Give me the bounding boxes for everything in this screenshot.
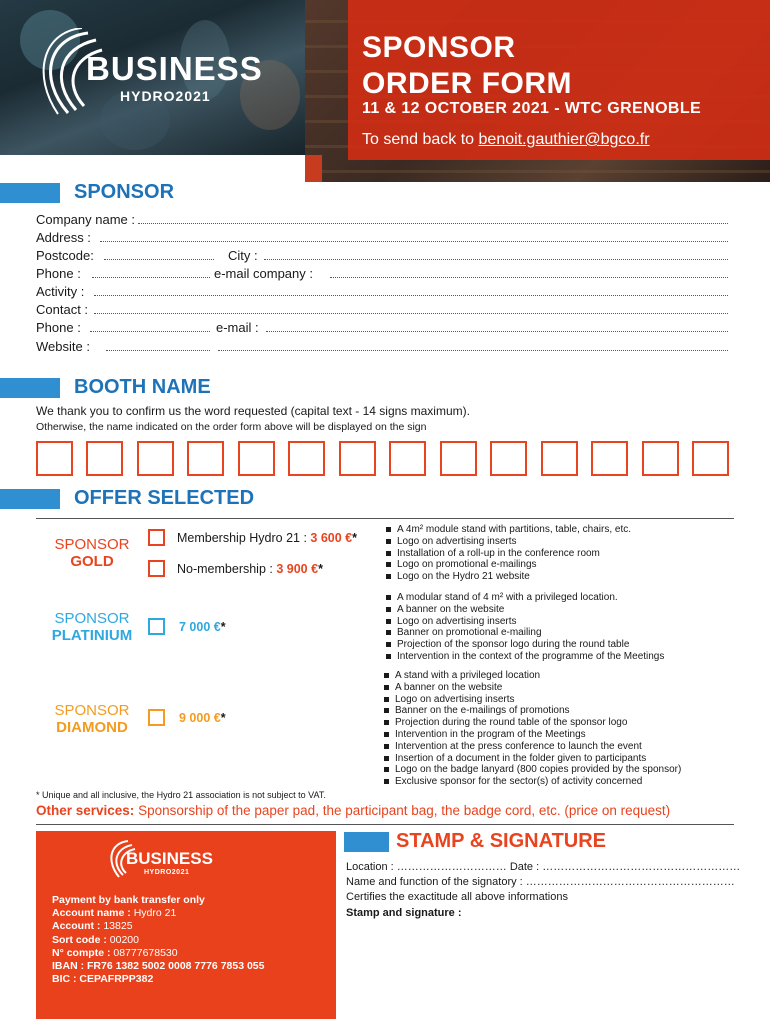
benefit-item: Installation of a roll-up in the conference room [386, 548, 631, 560]
iban: IBAN : FR76 1382 5002 0008 7776 7853 055 [52, 960, 265, 973]
tier-platinium-label [37, 610, 147, 644]
email-label: e-mail : [216, 320, 259, 335]
asterisk: * [220, 620, 226, 634]
gold-membership-label: Membership Hydro 21 : [177, 531, 311, 545]
tier-platinium-name: PLATINIUM [51, 627, 133, 644]
booth-letter-box[interactable] [692, 441, 729, 476]
asterisk: * [220, 711, 226, 725]
postcode-label: Postcode: [36, 248, 94, 263]
benefit-item: Logo on advertising inserts [386, 616, 664, 628]
booth-instruction: We thank you to confirm us the word requested (capital text - 14 signs maximum). [36, 404, 470, 418]
payment-logo-sub: HYDRO2021 [144, 869, 190, 876]
gold-nomembership-option [177, 562, 323, 576]
certifies-text: Certifies the exactitude all above informations [346, 891, 568, 903]
gold-nomembership-price: 3 900 € [276, 562, 319, 576]
platinium-option [179, 620, 226, 634]
sort-code-label: Sort code : [52, 933, 110, 946]
checkbox-platinium[interactable] [148, 618, 165, 635]
gold-membership-option [177, 531, 357, 545]
booth-letter-box[interactable] [187, 441, 224, 476]
tier-platinium-line1: SPONSOR [54, 610, 130, 627]
address-label: Address : [36, 230, 91, 245]
benefit-item: Logo on advertising inserts [386, 536, 631, 548]
section-title-offer: OFFER SELECTED [74, 487, 255, 509]
event-date: 11 & 12 OCTOBER 2021 - WTC GRENOBLE [362, 100, 702, 117]
location-date-line[interactable]: Location : ………………………… Date : ……………………………………………… [346, 861, 741, 873]
gold-nomembership-label: No-membership : [177, 562, 277, 576]
logo-subtitle: HYDRO2021 [120, 88, 211, 104]
diamond-price: 9 000 € [179, 711, 221, 725]
city-label: City : [228, 248, 258, 263]
email-field[interactable] [266, 322, 728, 332]
benefit-item: A modular stand of 4 m² with a privileged location. [386, 592, 664, 604]
header-red-accent [305, 155, 322, 182]
diamond-benefits-list [384, 670, 681, 788]
gold-benefits-list [386, 524, 631, 583]
website-field-part1[interactable] [106, 341, 210, 351]
diamond-option [179, 711, 226, 725]
section-title-booth: BOOTH NAME [74, 376, 211, 398]
benefit-item: A banner on the website [386, 604, 664, 616]
compte-label: N° compte : [52, 946, 114, 959]
booth-letter-box[interactable] [339, 441, 376, 476]
tier-gold-line1: SPONSOR [54, 536, 130, 553]
payment-heading: Payment by bank transfer only [52, 894, 205, 906]
benefit-item: Intervention at the press conference to launch the event [384, 741, 681, 753]
account-name-label: Account name : [52, 907, 134, 920]
tier-diamond-label [37, 702, 147, 736]
checkbox-gold-membership[interactable] [148, 529, 165, 546]
benefit-item: A 4m² module stand with partitions, table, chairs, etc. [386, 524, 631, 536]
benefit-item: Projection of the sponsor logo during the round table [386, 639, 664, 651]
benefit-item: A banner on the website [384, 682, 681, 694]
activity-label: Activity : [36, 284, 85, 299]
other-services-text: Sponsorship of the paper pad, the participant bag, the badge cord, etc. (price on request) [138, 803, 671, 818]
benefit-item: Logo on the Hydro 21 website [386, 571, 631, 583]
booth-letter-box[interactable] [591, 441, 628, 476]
tier-gold-name: GOLD [70, 553, 114, 570]
booth-letter-box[interactable] [440, 441, 477, 476]
section-bar-offer [0, 489, 60, 509]
phone2-field[interactable] [90, 322, 210, 332]
website-label: Website : [36, 339, 90, 354]
website-field-part2[interactable] [218, 341, 728, 351]
booth-letter-box[interactable] [642, 441, 679, 476]
compte-value: 08777678530 [113, 946, 178, 959]
city-field[interactable] [264, 250, 728, 260]
section-bar-booth [0, 378, 60, 398]
booth-letter-box[interactable] [541, 441, 578, 476]
phone-label: Phone : [36, 266, 81, 281]
payment-logo [106, 837, 226, 881]
contact-field[interactable] [94, 304, 728, 314]
benefit-item: A stand with a privileged location [384, 670, 681, 682]
booth-letter-box[interactable] [288, 441, 325, 476]
company-name-field[interactable] [138, 214, 728, 224]
booth-letter-box[interactable] [86, 441, 123, 476]
postcode-field[interactable] [104, 250, 214, 260]
gold-membership-price: 3 600 € [310, 531, 353, 545]
send-back-prefix: To send back to [362, 131, 479, 148]
checkbox-gold-nomembership[interactable] [148, 560, 165, 577]
booth-letter-box[interactable] [137, 441, 174, 476]
other-services-label: Other services: [36, 803, 139, 818]
benefit-item: Logo on the badge lanyard (800 copies provided by the sponsor) [384, 764, 681, 776]
payment-logo-word: BUSINESS [126, 849, 213, 868]
phone2-label: Phone : [36, 320, 81, 335]
offer-divider [36, 518, 734, 519]
benefit-item: Logo on promotional e-mailings [386, 559, 631, 571]
phone-field[interactable] [92, 268, 210, 278]
section-title-stamp: STAMP & SIGNATURE [396, 830, 607, 852]
booth-note: Otherwise, the name indicated on the order form above will be displayed on the sign [36, 421, 427, 433]
email-company-label: e-mail company : [214, 266, 313, 281]
account-name-value: Hydro 21 [133, 907, 177, 920]
platinium-price: 7 000 € [179, 620, 221, 634]
payment-box [36, 831, 336, 1019]
send-back-line [362, 131, 650, 149]
contact-email-link[interactable]: benoit.gauthier@bgco.fr [478, 131, 650, 148]
contact-label: Contact : [36, 302, 89, 317]
benefit-item: Banner on promotional e-mailing [386, 627, 664, 639]
tier-diamond-name: DIAMOND [56, 719, 128, 736]
tier-diamond-line1: SPONSOR [54, 702, 130, 719]
tier-gold-label [37, 536, 147, 570]
section-bar-sponsor [0, 183, 60, 203]
company-name-label: Company name : [36, 212, 135, 227]
benefit-item: Logo on advertising inserts [384, 694, 681, 706]
signatory-line[interactable]: Name and function of the signatory : ………………………………………………… [346, 876, 735, 888]
benefit-item: Projection during the round table of the sponsor logo [384, 717, 681, 729]
booth-letter-box[interactable] [490, 441, 527, 476]
platinium-benefits-list [386, 592, 664, 663]
benefit-item: Intervention in the context of the programme of the Meetings [386, 651, 664, 663]
benefit-item: Banner on the e-mailings of promotions [384, 705, 681, 717]
benefit-item: Intervention in the program of the Meetings [384, 729, 681, 741]
booth-letter-box[interactable] [238, 441, 275, 476]
logo-word: BUSINESS [86, 50, 263, 87]
form-title [362, 30, 572, 102]
business-hydro-logo [38, 28, 288, 118]
other-divider [36, 824, 734, 825]
account-value: 13825 [103, 920, 133, 933]
form-title-line1: SPONSOR [362, 31, 516, 64]
account-label: Account : [52, 920, 104, 933]
other-services [36, 803, 670, 818]
address-field[interactable] [100, 232, 728, 242]
section-title-sponsor: SPONSOR [74, 181, 175, 203]
form-title-line2: ORDER FORM [362, 67, 572, 100]
bic: BIC : CEPAFRPP382 [52, 973, 154, 986]
vat-footnote: * Unique and all inclusive, the Hydro 21 association is not subject to VAT. [36, 790, 326, 800]
email-company-field[interactable] [330, 268, 728, 278]
asterisk: * [318, 562, 323, 576]
sort-code-value: 00200 [109, 933, 139, 946]
asterisk: * [352, 531, 357, 545]
benefit-item: Exclusive sponsor for the sector(s) of activity concerned [384, 776, 681, 788]
booth-letter-box[interactable] [389, 441, 426, 476]
booth-letter-box[interactable] [36, 441, 73, 476]
activity-field[interactable] [94, 286, 728, 296]
bank-details [52, 894, 265, 986]
section-bar-stamp [344, 832, 389, 852]
stamp-signature-label: Stamp and signature : [346, 907, 462, 919]
benefit-item: Insertion of a document in the folder given to participants [384, 753, 681, 765]
checkbox-diamond[interactable] [148, 709, 165, 726]
